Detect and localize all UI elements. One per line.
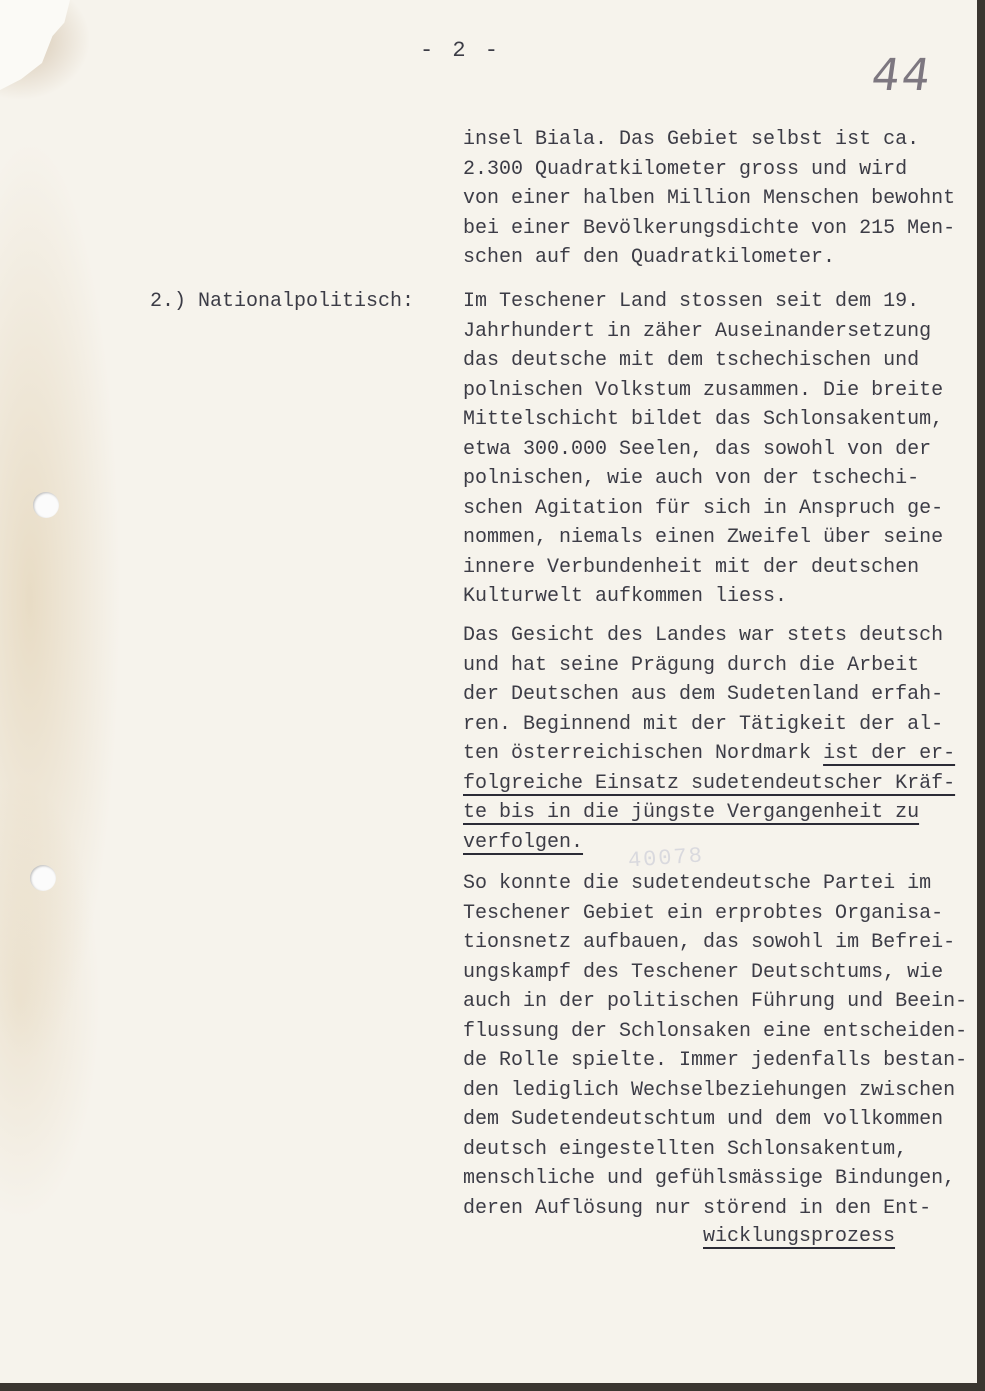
punch-hole-upper — [33, 492, 59, 518]
page-number: - 2 - — [420, 38, 502, 63]
underlined-text: ist der er- — [823, 742, 956, 765]
handwritten-folio-number: 44 — [868, 50, 936, 101]
paragraph-nationalpolitisch — [463, 287, 973, 612]
paragraph-sudetendeutsche-partei — [463, 869, 973, 1223]
text-line: innere Verbundenheit mit der deutschen — [463, 555, 920, 579]
text-line: de Rolle spielte. Immer jedenfalls bestan- — [463, 1049, 968, 1072]
text-line: den lediglich Wechselbeziehungen zwischen — [463, 1078, 956, 1102]
text-line — [463, 798, 973, 828]
text-line: ren. Beginnend mit der Tätigkeit der al- — [463, 712, 944, 736]
text-line: schen Agitation für sich in Anspruch ge- — [463, 496, 944, 520]
text-line: 2.300 Quadratkilometer gross und wird — [463, 157, 908, 181]
text-line: Mittelschicht bildet das Schlonsakentum, — [463, 408, 944, 431]
punch-hole-lower — [30, 865, 56, 891]
text-line: Im Teschener Land stossen seit dem 19. — [463, 290, 920, 313]
text-line: bei einer Bevölkerungsdichte von 215 Men- — [463, 216, 956, 240]
paragraph-gesicht-des-landes — [463, 621, 973, 857]
text-line — [463, 828, 973, 858]
text-line: das deutsche mit dem tschechischen und — [463, 349, 920, 372]
text-line: Jahrhundert in zäher Auseinandersetzung — [463, 319, 932, 343]
text-line: ungskampf des Teschener Deutschtums, wie — [463, 960, 944, 984]
text-line: menschliche und gefühlsmässige Bindungen, — [463, 1167, 956, 1190]
text-line — [463, 769, 973, 799]
text-line: flussung der Schlonsaken eine entscheiden- — [463, 1019, 968, 1043]
text-line: und hat seine Prägung durch die Arbeit — [463, 653, 920, 677]
text-line: tionsnetz aufbauen, das sowohl im Befrei- — [463, 931, 956, 954]
text-line: dem Sudetendeutschtum und dem vollkommen — [463, 1108, 944, 1131]
text-line — [463, 739, 973, 769]
text-line: Das Gesicht des Landes war stets deutsch — [463, 624, 944, 647]
text-line: von einer halben Million Menschen bewohnt — [463, 187, 956, 210]
text-line-last — [703, 1222, 895, 1252]
faint-stamp: 40078 — [627, 843, 705, 874]
underlined-text: te bis in die jüngste Vergangenheit zu — [463, 801, 920, 824]
section-heading: 2.) Nationalpolitisch: — [150, 290, 415, 313]
text-line: Teschener Gebiet ein erprobtes Organisa- — [463, 901, 944, 925]
text-line: deutsch eingestellten Schlonsakentum, — [463, 1137, 908, 1161]
text-line: etwa 300.000 Seelen, das sowohl von der — [463, 437, 932, 461]
underlined-text: verfolgen. — [463, 830, 584, 854]
paragraph-continuation — [463, 125, 973, 273]
text-line: der Deutschen aus dem Sudetenland erfah- — [463, 683, 944, 706]
text-line: polnischen Volkstum zusammen. Die breite — [463, 378, 944, 402]
text-line: Kulturwelt aufkommen liess. — [463, 585, 788, 608]
text-line: nommen, niemals einen Zweifel über seine — [463, 526, 944, 549]
text-segment: ten österreichischen Nordmark — [463, 742, 824, 765]
text-line: deren Auflösung nur störend in den Ent- — [463, 1196, 932, 1220]
underlined-text: folgreiche Einsatz sudetendeutscher Kräf- — [463, 771, 956, 795]
text-line: auch in der politischen Führung und Beein- — [463, 990, 968, 1013]
text-line: So konnte die sudetendeutsche Partei im — [463, 872, 932, 895]
underlined-text: wicklungsprozess — [703, 1225, 896, 1248]
text-line: insel Biala. Das Gebiet selbst ist ca. — [463, 128, 920, 151]
torn-corner — [0, 0, 70, 90]
text-line: polnischen, wie auch von der tschechi- — [463, 467, 920, 490]
text-line: schen auf den Quadratkilometer. — [463, 246, 836, 269]
